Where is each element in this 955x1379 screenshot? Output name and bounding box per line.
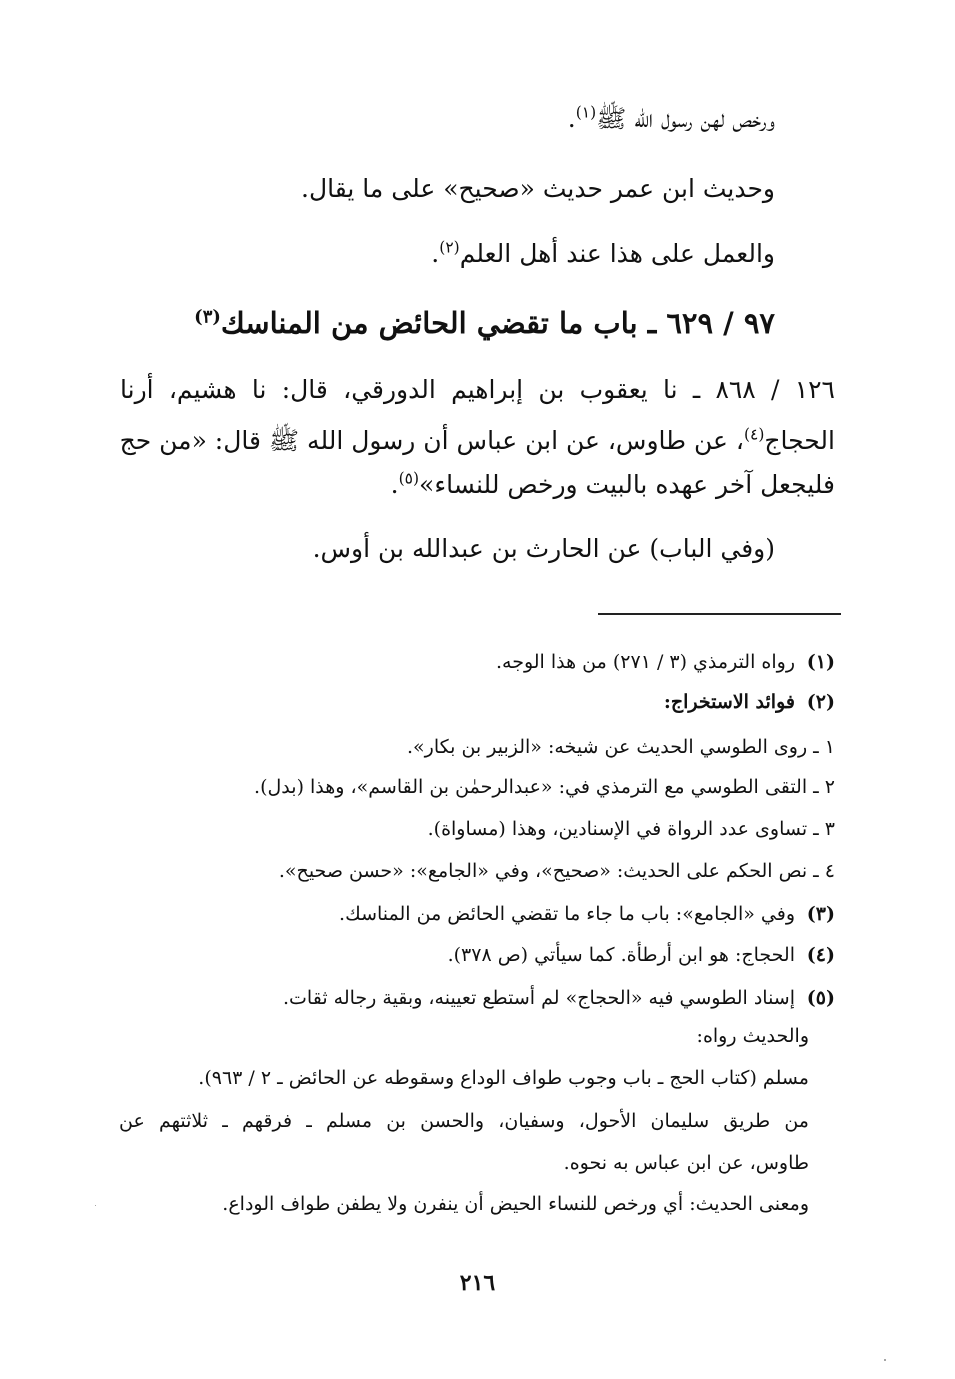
hadith-line-1: [120, 373, 835, 407]
footnote-5-line-4: [119, 1107, 809, 1135]
hadith-line-3: فليجعل آخر عهده بالبيت ورخص للنساء»$^{(٥)}$.: [390, 469, 835, 499]
footnote-5-line-3-text: مسلم (كتاب الحج ـ باب وجوب طواف الوداع وسقوطه عن الحائض ـ ٢ / ٩٦٣).: [198, 1067, 809, 1089]
footnote-ref-1: (١): [575, 103, 597, 122]
bab-line-text: (وفي الباب) عن الحارث بن عبدالله بن أوس.: [312, 534, 775, 563]
footnote-ref-3: (٣): [194, 306, 221, 328]
scan-speck: [884, 1359, 886, 1361]
footnote-2: [664, 688, 835, 716]
footnote-5-line-4-text: من طريق سليمان الأحول، وسفيان، والحسن بن مسلم ـ فرقهم ـ ثلاثتهم عن: [119, 1110, 809, 1132]
scan-speck: [95, 1205, 96, 1206]
footnote-5-line-5-text: طاوس، عن ابن عباس به نحوه.: [563, 1152, 809, 1174]
footnote-2-item-2: [254, 773, 835, 801]
footnote-ref-5: (٥): [398, 469, 420, 488]
footnote-2-number: (٢): [806, 691, 835, 713]
main-line-1-text: ورخص لهن رسول الله ﷺ: [596, 104, 775, 133]
footnote-2-item-2-text: ٢ ـ التقى الطوسي مع الترمذي في: «عبدالرحمٰن بن القاسم»، وهذا (بدل).: [254, 776, 835, 798]
footnote-3-number: (٣): [806, 903, 835, 925]
footnote-ref-4: (٤): [743, 425, 765, 444]
footnote-separator: [598, 613, 841, 615]
page-number: ٢١٦: [459, 1270, 496, 1296]
footnote-3: [339, 900, 835, 928]
footnote-2-item-1-text: ١ ـ روى الطوسي الحديث عن شيخه: «الزبير بن بكار».: [407, 736, 835, 758]
hadith-line-2: [120, 424, 835, 458]
footnote-5-line-2: [697, 1022, 809, 1050]
footnote-2-title: فوائد الاستخراج:: [663, 691, 795, 713]
footnote-5: [283, 984, 835, 1012]
footnote-1: [496, 648, 835, 676]
footnote-5-line-6-text: ومعنى الحديث: أي ورخص للنساء الحيض أن ينفرن ولا يطفن طواف الوداع.: [222, 1193, 809, 1215]
footnote-5-line-6: [222, 1190, 809, 1218]
main-line-3-text: والعمل على هذا عند أهل العلم: [459, 239, 775, 268]
footnote-3-text: وفي «الجامع»: باب ما جاء ما تقضي الحائض من المناسك.: [339, 903, 795, 925]
footnote-2-item-4-text: ٤ ـ نص الحكم على الحديث: «صحيح»، وفي «الجامع»: «حسن صحيح».: [278, 860, 835, 882]
footnote-1-text: رواه الترمذي (٣ / ٢٧١) من هذا الوجه.: [495, 651, 795, 673]
footnote-5-number: (٥): [806, 987, 835, 1009]
hadith-line-2-narrator: الحجاج: [764, 426, 835, 455]
footnote-1-number: (١): [806, 651, 835, 673]
footnote-5-line-3: [198, 1064, 809, 1092]
hadith-line-2-text: ، عن طاوس، عن ابن عباس أن رسول الله ﷺ قال: «من حج: [119, 426, 744, 455]
bab-line: [313, 532, 775, 566]
footnote-2-item-3: [428, 815, 835, 843]
footnote-4-text: الحجاج: هو ابن أرطأة. كما سيأتي (ص ٣٧٨).: [447, 944, 795, 966]
main-line-1: ورخص لهن رسول الله ﷺ$^{(١)}$.: [567, 103, 775, 133]
main-line-3: والعمل على هذا عند أهل العلم$^{(٢)}$.: [431, 238, 775, 268]
footnote-5-text: إسناد الطوسي فيه «الحجاج» لم أستطع تعيينه، وبقية رجاله ثقات.: [283, 987, 795, 1009]
footnote-2-item-3-text: ٣ ـ تساوى عدد الرواة في الإسنادين، وهذا (مساواة).: [427, 818, 835, 840]
main-line-2-text: وحديث ابن عمر حديث «صحيح» على ما يقال.: [301, 174, 775, 203]
hadith-line-3-text: فليجعل آخر عهده بالبيت ورخص للنساء»: [419, 470, 835, 499]
footnote-ref-2: (٢): [439, 238, 460, 257]
footnote-2-item-1: [407, 733, 835, 761]
footnote-4-number: (٤): [806, 944, 835, 966]
hadith-line-1-text: ١٢٦ / ٨٦٨ ـ نا يعقوب بن إبراهيم الدورقي، قال: نا هشيم، أرنا: [120, 375, 835, 404]
footnote-5-line-5: [564, 1149, 809, 1177]
chapter-heading-text: ٩٧ / ٦٢٩ ـ باب ما تقضي الحائض من المناسك: [220, 306, 775, 340]
chapter-heading: [194, 304, 775, 342]
footnote-2-item-4: [279, 857, 835, 885]
footnote-5-line-2-text: والحديث رواه:: [696, 1025, 809, 1047]
main-line-2: [301, 172, 775, 206]
footnote-4: [448, 941, 835, 969]
